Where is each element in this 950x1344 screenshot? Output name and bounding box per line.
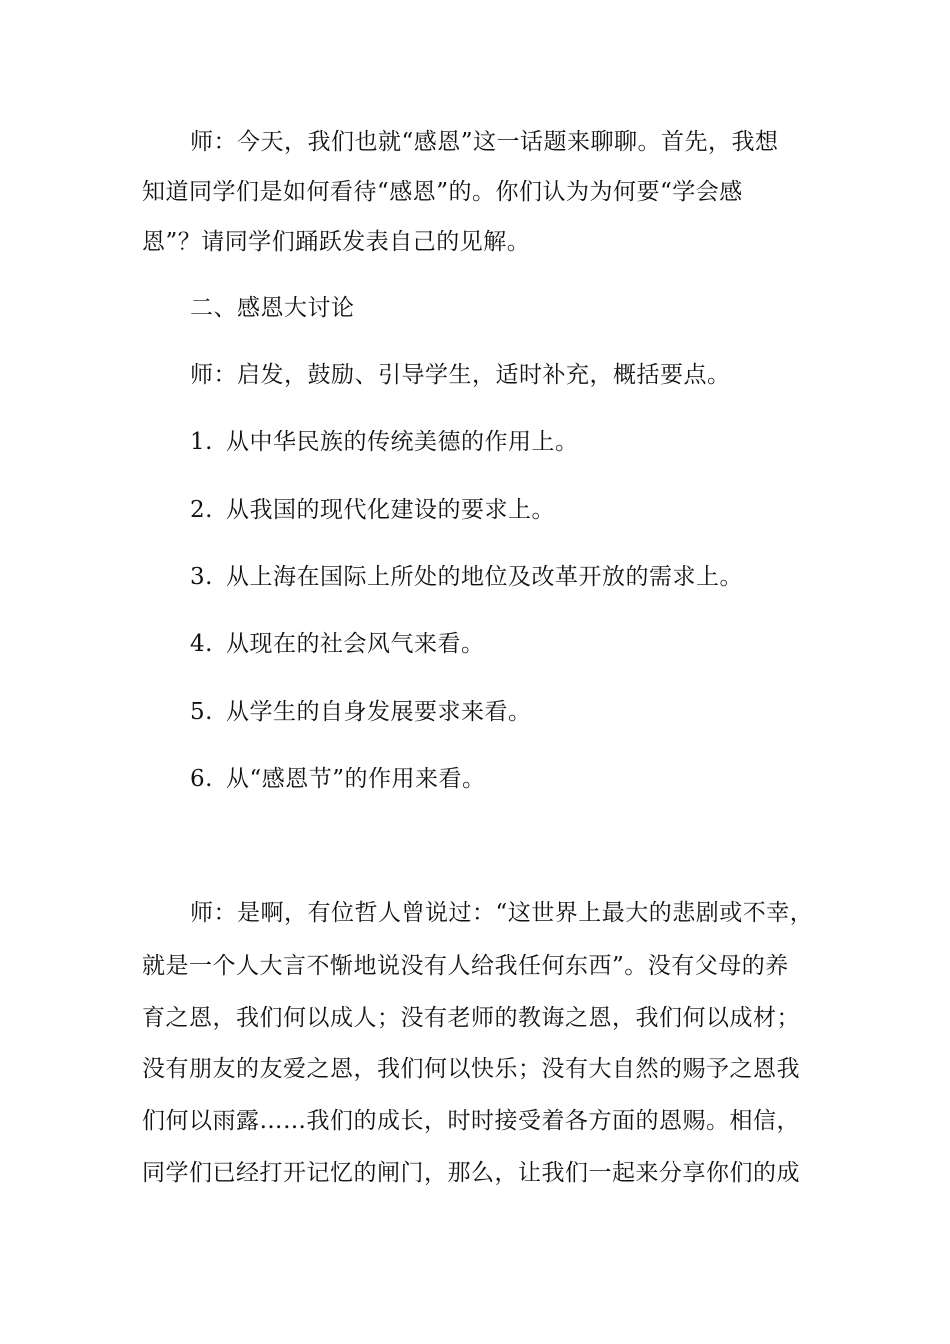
list-item-text: 从学生的自身发展要求来看。 xyxy=(226,699,532,725)
list-item-number: 2. xyxy=(190,497,213,523)
list-item xyxy=(190,629,485,659)
list-item xyxy=(190,562,743,592)
list-item-number: 3. xyxy=(190,564,213,590)
list-item xyxy=(190,495,555,525)
paragraph-2-line-5: 们何以雨露……我们的成长，时时接受着各方面的恩赐。相信， xyxy=(142,1108,800,1134)
list-item-number: 1. xyxy=(190,429,213,455)
section-heading: 二、感恩大讨论 xyxy=(190,295,355,321)
list-item xyxy=(190,427,579,457)
paragraph-2-line-4: 没有朋友的友爱之恩，我们何以快乐；没有大自然的赐予之恩我 xyxy=(142,1056,800,1082)
paragraph-1-line-2: 知道同学们是如何看待“感恩”的。你们认为为何要“学会感 xyxy=(142,179,743,205)
paragraph-2-line-1: 师：是啊，有位哲人曾说过：“这世界上最大的悲剧或不幸， xyxy=(190,900,814,926)
list-item-number: 4. xyxy=(190,631,213,657)
teacher-guidance-line: 师：启发，鼓励、引导学生，适时补充，概括要点。 xyxy=(190,362,731,388)
paragraph-2-line-2: 就是一个人大言不惭地说没有人给我任何东西”。没有父母的养 xyxy=(142,953,789,979)
paragraph-1-line-3: 恩”？请同学们踊跃发表自己的见解。 xyxy=(142,229,531,255)
list-item-text: 从中华民族的传统美德的作用上。 xyxy=(226,429,579,455)
list-item-text: 从现在的社会风气来看。 xyxy=(226,631,485,657)
paragraph-1-line-1: 师：今天，我们也就“感恩”这一话题来聊聊。首先，我想 xyxy=(190,129,779,155)
list-item-text: 从“感恩节”的作用来看。 xyxy=(226,766,486,792)
paragraph-2-line-3: 育之恩，我们何以成人；没有老师的教诲之恩，我们何以成材； xyxy=(142,1005,800,1031)
list-item xyxy=(190,697,532,727)
list-item-text: 从我国的现代化建设的要求上。 xyxy=(226,497,555,523)
list-item-number: 6. xyxy=(190,766,213,792)
list-item-text: 从上海在国际上所处的地位及改革开放的需求上。 xyxy=(226,564,743,590)
paragraph-2-line-6: 同学们已经打开记忆的闸门，那么，让我们一起来分享你们的成 xyxy=(142,1160,800,1186)
list-item xyxy=(190,764,486,794)
list-item-number: 5. xyxy=(190,699,213,725)
